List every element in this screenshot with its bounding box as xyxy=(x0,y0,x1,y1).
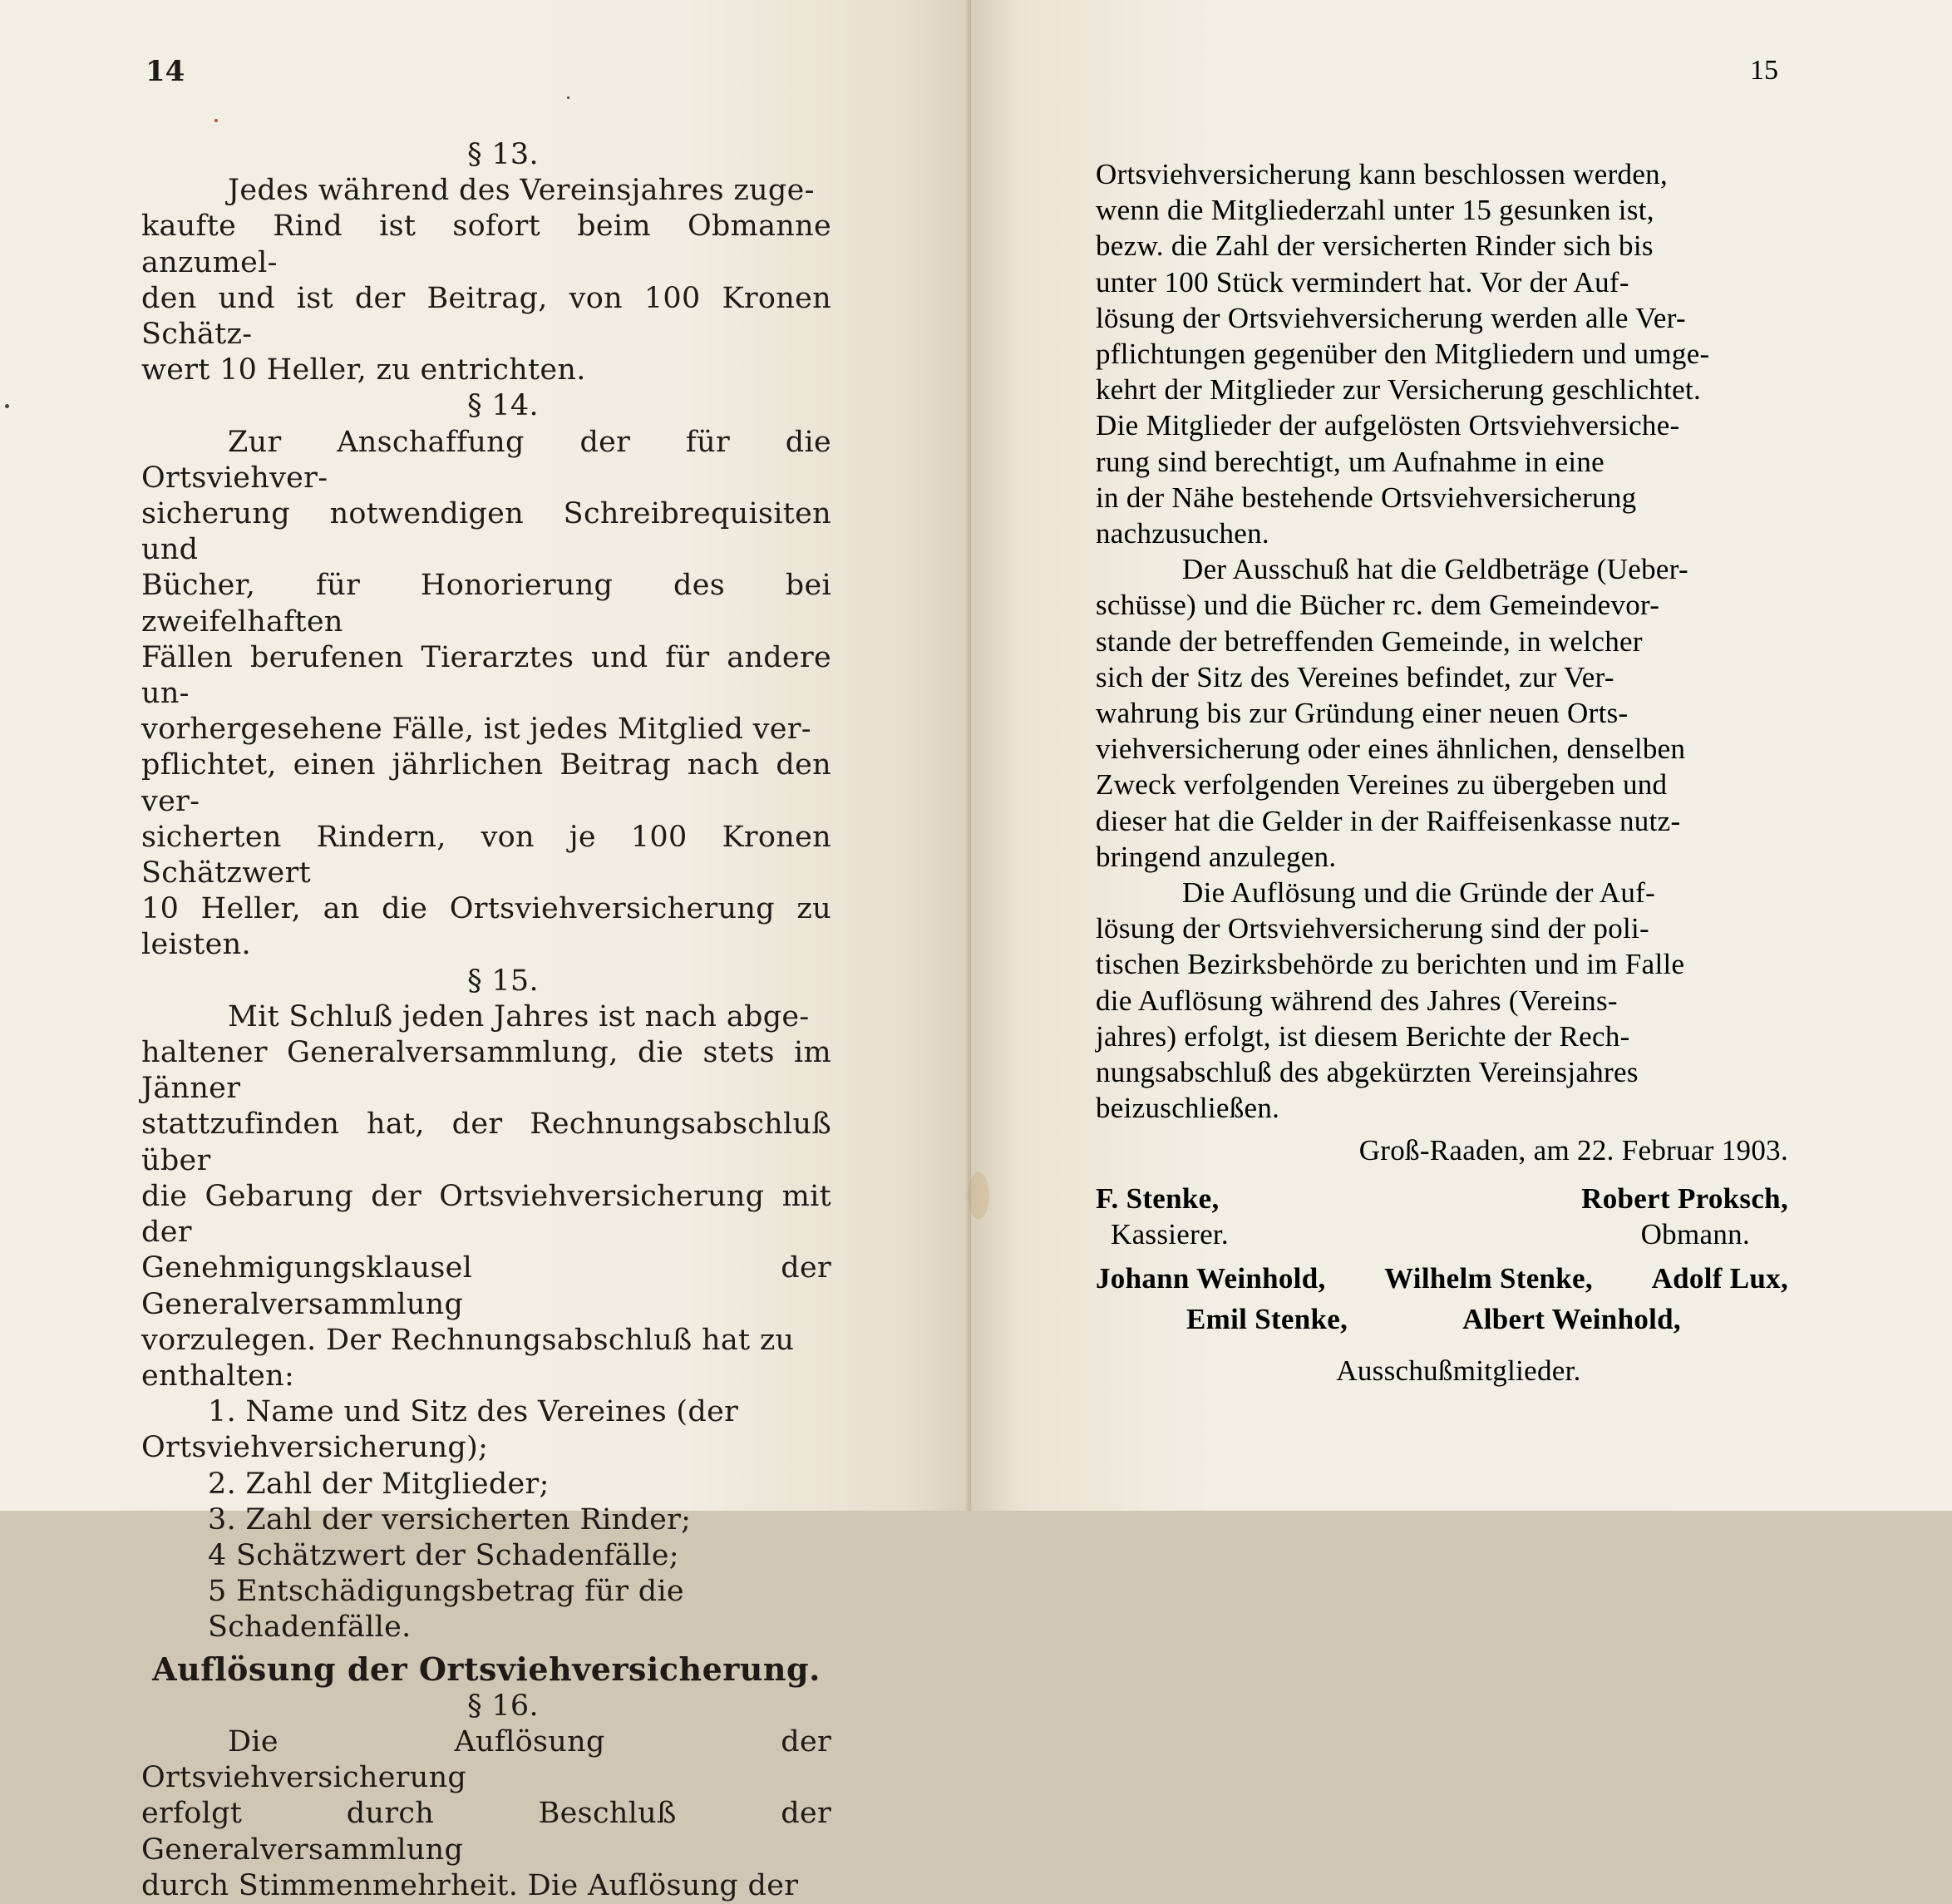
paper-speck xyxy=(214,119,218,122)
text-line: pflichtungen gegenüber den Mitgliedern und umge- xyxy=(1096,338,1710,371)
text-line: sicherung notwendigen Schreibrequisiten und xyxy=(141,497,831,567)
text-line: Mit Schluß jeden Jahres ist nach abge- xyxy=(228,999,810,1033)
text-line: nungsabschluß des abgekürzten Vereinsjahres xyxy=(1096,1056,1639,1089)
signature-title-cashier: Kassierer. xyxy=(1111,1217,1229,1250)
text-line: Bücher, für Honorierung des bei zweifelhaften xyxy=(141,569,831,639)
list-item: 4 Schätzwert der Schadenfälle; xyxy=(208,1538,679,1572)
list-item: 2. Zahl der Mitglieder; xyxy=(208,1467,550,1501)
text-line: Die Auflösung und die Gründe der Auf- xyxy=(1182,876,1656,910)
section-13-heading: § 13. xyxy=(467,138,539,171)
text-line: durch Stimmenmehrheit. Die Auflösung der xyxy=(141,1868,799,1902)
committee-member: Wilhelm Stenke, xyxy=(1384,1262,1593,1295)
committee-member: Emil Stenke, xyxy=(1186,1303,1348,1336)
signature-name-chairman: Robert Proksch, xyxy=(1581,1181,1788,1215)
text-line: bezw. die Zahl der versicherten Rinder sich bis xyxy=(1096,229,1654,263)
text-line: lösung der Ortsviehversicherung sind der poli- xyxy=(1096,912,1650,945)
text-line: viehversicherung oder eines ähnlichen, denselben xyxy=(1096,732,1686,766)
paper-stain xyxy=(968,1172,989,1219)
place-and-date: Groß-Raaden, am 22. Februar 1903. xyxy=(1358,1134,1788,1167)
section-15-list xyxy=(141,1394,831,1645)
committee-member: Albert Weinhold, xyxy=(1462,1303,1681,1336)
section-16-heading: § 16. xyxy=(467,1689,539,1723)
text-line: kehrt der Mitglieder zur Versicherung geschlichtet. xyxy=(1096,373,1702,407)
text-line: in der Nähe bestehende Ortsviehversicherung xyxy=(1096,481,1637,514)
text-line: die Auflösung während des Jahres (Vereins- xyxy=(1096,984,1618,1017)
text-line: stande der betreffenden Gemeinde, in welcher xyxy=(1096,624,1643,658)
section-14-text xyxy=(141,425,831,964)
text-line: lösung der Ortsviehversicherung werden alle Ver- xyxy=(1096,301,1686,334)
text-line: vorhergesehene Fälle, ist jedes Mitglied ver- xyxy=(141,713,811,747)
section-13-text xyxy=(141,173,831,388)
signature-name-cashier: F. Stenke, xyxy=(1096,1181,1220,1215)
text-line: Fällen berufenen Tierarztes und für andere un- xyxy=(141,640,831,711)
text-line: 10 Heller, an die Ortsviehversicherung zu leisten. xyxy=(141,892,831,962)
text-line: Zur Anschaffung der für die Ortsviehver- xyxy=(141,425,831,495)
page-number-right: 15 xyxy=(1750,55,1778,86)
section-15-text xyxy=(141,999,831,1394)
paragraph-committee-duties xyxy=(1096,551,1788,875)
committee-label: Ausschußmitglieder. xyxy=(1336,1354,1581,1387)
text-line: haltener Generalversammlung, die stets im Jänner xyxy=(141,1036,831,1106)
text-line: erfolgt durch Beschluß der Generalversammlung xyxy=(141,1797,831,1867)
text-line: wert 10 Heller, zu entrichten. xyxy=(141,353,586,387)
text-line: Der Ausschuß hat die Geldbeträge (Ueber- xyxy=(1182,553,1688,586)
list-item: 1. Name und Sitz des Vereines (der xyxy=(208,1395,739,1429)
signature-title-chairman: Obmann. xyxy=(1640,1217,1750,1250)
list-item: 3. Zahl der versicherten Rinder; xyxy=(208,1502,692,1537)
text-line: kaufte Rind ist sofort beim Obmanne anzumel- xyxy=(141,210,831,279)
text-line: Die Auflösung der Ortsviehversicherung xyxy=(141,1724,831,1795)
text-line: Jedes während des Vereinsjahres zuge- xyxy=(228,174,815,208)
signature-titles xyxy=(1096,1216,1788,1252)
text-line: jahres) erfolgt, ist diesem Berichte der Rech- xyxy=(1096,1019,1630,1053)
text-line: die Gebarung der Ortsviehversicherung mit der xyxy=(141,1179,831,1250)
committee-row-2 xyxy=(1096,1301,1788,1337)
committee-member: Johann Weinhold, xyxy=(1096,1262,1326,1295)
right-column xyxy=(1096,156,1788,1389)
text-line: unter 100 Stück vermindert hat. Vor der Auf- xyxy=(1096,265,1629,298)
paragraph-reporting xyxy=(1096,875,1788,1126)
text-line: schüsse) und die Bücher rc. dem Gemeindevor- xyxy=(1096,589,1660,622)
section-16-text xyxy=(141,1724,831,1904)
text-line: vorzulegen. Der Rechnungsabschluß hat zu xyxy=(141,1323,795,1357)
text-line: Ortsviehversicherung kann beschlossen werden, xyxy=(1096,158,1669,190)
paragraph-dissolution-conditions xyxy=(1096,156,1788,551)
section-15-heading: § 15. xyxy=(467,964,539,998)
text-line: Zweck verfolgenden Vereines zu übergeben und xyxy=(1096,768,1668,802)
text-line: rung sind berechtigt, um Aufnahme in eine xyxy=(1096,445,1605,478)
text-line: enthalten: xyxy=(141,1359,295,1393)
text-line: pflichtet, einen jährlichen Beitrag nach den ver- xyxy=(141,748,831,818)
text-line: stattzufinden hat, der Rechnungsabschluß über xyxy=(141,1107,831,1177)
text-line: bringend anzulegen. xyxy=(1096,840,1337,873)
text-line: sicherten Rindern, von je 100 Kronen Schätzwert xyxy=(141,820,831,890)
section-14-heading: § 14. xyxy=(467,389,539,423)
text-line: Die Mitglieder der aufgelösten Ortsviehversiche- xyxy=(1096,409,1680,442)
text-line: dieser hat die Gelder in der Raiffeisenkasse nutz- xyxy=(1096,804,1681,837)
left-page xyxy=(0,0,971,1902)
text-line: tischen Bezirksbehörde zu berichten und im Falle xyxy=(1096,948,1685,981)
left-column xyxy=(141,137,831,1904)
text-line: Genehmigungsklausel der Generalversammlung xyxy=(141,1251,831,1321)
paper-speck xyxy=(5,404,9,408)
committee-member: Adolf Lux, xyxy=(1651,1262,1788,1295)
text-line: nachzusuchen. xyxy=(1096,517,1269,550)
section-title: Auflösung der Ortsviehversicherung. xyxy=(152,1650,821,1688)
text-line: wahrung bis zur Gründung einer neuen Orts- xyxy=(1096,697,1629,730)
text-line: beizuschließen. xyxy=(1096,1092,1280,1125)
paper-speck xyxy=(567,96,569,99)
text-line: wenn die Mitgliederzahl unter 15 gesunken ist, xyxy=(1096,194,1654,227)
signature-row xyxy=(1096,1181,1788,1216)
page-number-left: 14 xyxy=(145,55,185,88)
text-line: den und ist der Beitrag, von 100 Kronen Schätz- xyxy=(141,281,831,352)
list-item: 5 Entschädigungsbetrag für die Schadenfälle. xyxy=(208,1575,684,1645)
committee-row-1 xyxy=(1096,1260,1788,1296)
text-line: sich der Sitz des Vereines befindet, zur Ver- xyxy=(1096,660,1614,693)
list-item-continuation: Ortsviehversicherung); xyxy=(141,1431,489,1465)
